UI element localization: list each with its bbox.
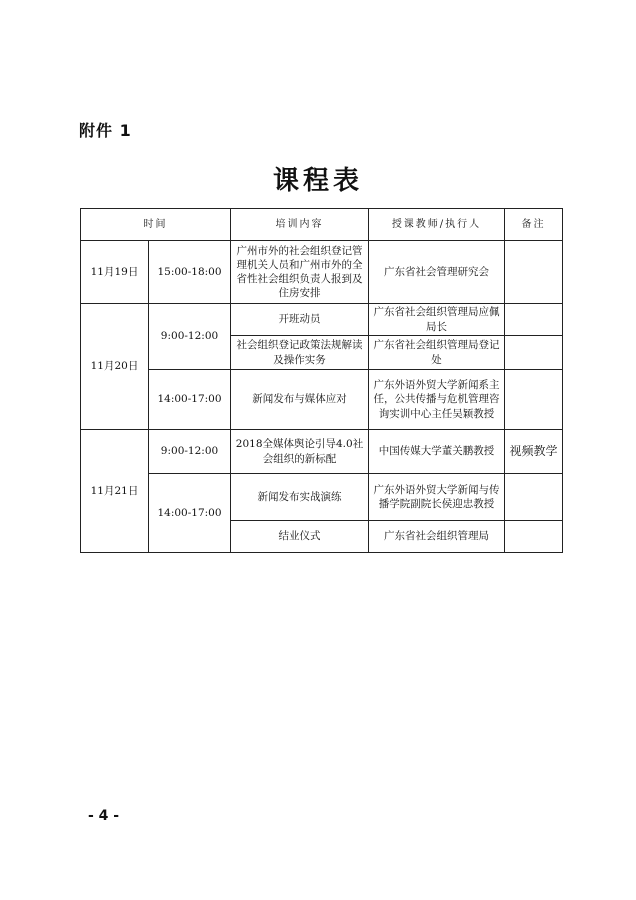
attachment-label: 附件 1 xyxy=(79,121,132,140)
teacher-cell: 广东省社会管理研究会 xyxy=(369,241,505,304)
note-cell xyxy=(505,521,563,553)
note-cell xyxy=(505,474,563,521)
time-cell: 15:00-18:00 xyxy=(149,241,231,304)
page-title: 课程表 xyxy=(272,166,363,196)
note-cell: 视频教学 xyxy=(505,430,563,474)
schedule-table xyxy=(80,208,563,553)
header-teacher: 授课教师/执行人 xyxy=(369,209,505,241)
table-row xyxy=(81,474,563,521)
header-note: 备注 xyxy=(505,209,563,241)
teacher-cell: 广东省社会组织管理局应佩局长 xyxy=(369,304,505,336)
teacher-cell: 中国传媒大学董关鹏教授 xyxy=(369,430,505,474)
time-cell: 9:00-12:00 xyxy=(149,304,231,370)
content-cell: 新闻发布与媒体应对 xyxy=(231,370,369,430)
content-cell: 新闻发布实战演练 xyxy=(231,474,369,521)
table-row xyxy=(81,304,563,336)
content-cell: 社会组织登记政策法规解读及操作实务 xyxy=(231,336,369,370)
teacher-cell: 广东省社会组织管理局登记处 xyxy=(369,336,505,370)
content-cell: 2018全媒体舆论引导4.0社会组织的新标配 xyxy=(231,430,369,474)
table-row xyxy=(81,370,563,430)
date-cell: 11月21日 xyxy=(81,430,149,553)
note-cell xyxy=(505,370,563,430)
page-number: - 4 - xyxy=(88,808,120,824)
content-cell: 结业仪式 xyxy=(231,521,369,553)
content-cell: 广州市外的社会组织登记管理机关人员和广州市外的全省性社会组织负责人报到及住房安排 xyxy=(231,241,369,304)
teacher-cell: 广东外语外贸大学新闻与传播学院副院长侯迎忠教授 xyxy=(369,474,505,521)
teacher-cell: 广东省社会组织管理局 xyxy=(369,521,505,553)
time-cell: 14:00-17:00 xyxy=(149,370,231,430)
note-cell xyxy=(505,304,563,336)
date-cell: 11月20日 xyxy=(81,304,149,430)
teacher-cell: 广东外语外贸大学新闻系主任，公共传播与危机管理咨询实训中心主任吴颖教授 xyxy=(369,370,505,430)
header-time: 时间 xyxy=(81,209,231,241)
time-cell: 14:00-17:00 xyxy=(149,474,231,553)
content-cell: 开班动员 xyxy=(231,304,369,336)
header-row xyxy=(81,209,563,241)
table-row xyxy=(81,241,563,304)
header-content: 培训内容 xyxy=(231,209,369,241)
table-row xyxy=(81,430,563,474)
date-cell: 11月19日 xyxy=(81,241,149,304)
time-cell: 9:00-12:00 xyxy=(149,430,231,474)
note-cell xyxy=(505,336,563,370)
note-cell xyxy=(505,241,563,304)
